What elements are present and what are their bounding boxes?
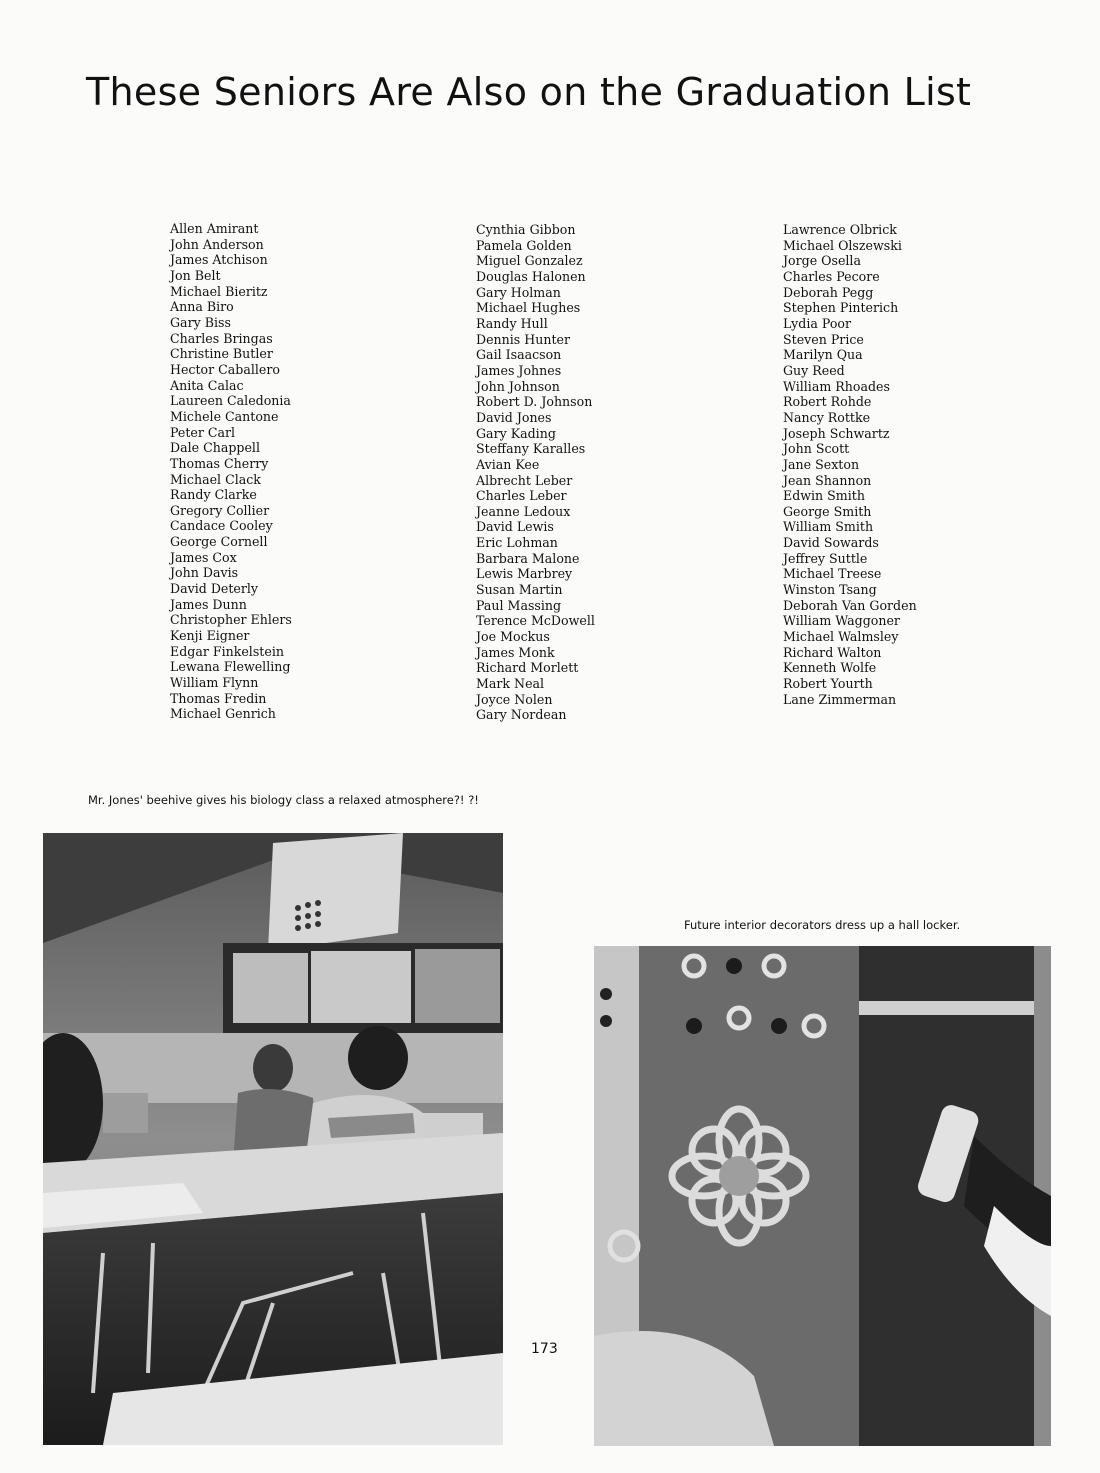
senior-name: William Waggoner [783, 613, 900, 629]
senior-name: Michael Treese [783, 566, 882, 582]
senior-name: Gary Biss [170, 314, 231, 330]
senior-name: James Cox [170, 549, 237, 565]
senior-name: Jorge Osella [783, 253, 861, 269]
senior-name: Gary Holman [476, 284, 561, 300]
senior-name: Terence McDowell [476, 613, 595, 629]
senior-name: Christopher Ehlers [170, 612, 292, 628]
senior-name: Thomas Cherry [170, 455, 269, 471]
senior-name: Deborah Pegg [783, 284, 874, 300]
senior-name: Candace Cooley [170, 518, 273, 534]
senior-name: David Deterly [170, 581, 259, 597]
senior-name: Edgar Finkelstein [170, 643, 284, 659]
senior-name: Gregory Collier [170, 502, 270, 518]
senior-name: Winston Tsang [783, 582, 877, 598]
senior-name: Michael Genrich [170, 706, 276, 722]
senior-name: George Cornell [170, 534, 268, 550]
senior-name: Michael Hughes [476, 300, 581, 316]
senior-name: Michael Bieritz [170, 283, 268, 299]
senior-name: Robert Rohde [783, 394, 872, 410]
senior-name: Nancy Rottke [783, 409, 871, 425]
locker-photo [594, 946, 1051, 1446]
senior-name: Eric Lohman [476, 535, 558, 551]
senior-name: Randy Hull [476, 315, 548, 331]
senior-name: Susan Martin [476, 582, 563, 598]
senior-name: Jane Sexton [783, 456, 860, 472]
senior-name: Stephen Pinterich [783, 300, 899, 316]
senior-name: Michael Clack [170, 471, 261, 487]
senior-name: Steven Price [783, 331, 864, 347]
page-title: These Seniors Are Also on the Graduation List [86, 70, 972, 114]
senior-name: Thomas Fredin [170, 690, 267, 706]
senior-name: Anna Biro [170, 299, 234, 315]
senior-name: Lewis Marbrey [476, 566, 573, 582]
senior-name: Laureen Caledonia [170, 393, 291, 409]
senior-name: James Atchison [170, 252, 268, 268]
senior-name: James Johnes [476, 362, 562, 378]
senior-name: Joyce Nolen [476, 691, 553, 707]
graduation-list-column-2 [476, 222, 595, 723]
senior-name: Gary Kading [476, 425, 556, 441]
senior-name: Charles Leber [476, 488, 567, 504]
senior-name: Jon Belt [170, 267, 221, 283]
senior-name: Douglas Halonen [476, 268, 586, 284]
senior-name: Peter Carl [170, 424, 236, 440]
senior-name: David Sowards [783, 535, 879, 551]
senior-name: James Dunn [170, 596, 247, 612]
senior-name: Avian Kee [476, 456, 540, 472]
senior-name: Joe Mockus [476, 629, 550, 645]
senior-name: Dennis Hunter [476, 331, 571, 347]
senior-name: Joseph Schwartz [783, 425, 890, 441]
senior-name: Lewana Flewelling [170, 659, 291, 675]
senior-name: Robert Yourth [783, 676, 873, 692]
senior-name: Paul Massing [476, 597, 562, 613]
senior-name: Barbara Malone [476, 550, 580, 566]
senior-name: Deborah Van Gorden [783, 597, 917, 613]
senior-name: Mark Neal [476, 676, 545, 692]
senior-name: Jean Shannon [783, 472, 872, 488]
senior-name: Robert D. Johnson [476, 394, 593, 410]
senior-name: Cynthia Gibbon [476, 222, 576, 237]
decorated-locker-image [594, 946, 1051, 1446]
senior-name: Christine Butler [170, 346, 273, 362]
senior-name: Lawrence Olbrick [783, 222, 897, 237]
senior-name: John Anderson [170, 236, 264, 252]
senior-name: Michael Walmsley [783, 629, 899, 645]
senior-name: James Monk [476, 644, 555, 660]
senior-name: David Lewis [476, 519, 554, 535]
senior-name: Anita Calac [170, 377, 244, 393]
senior-name: Marilyn Qua [783, 347, 863, 363]
senior-name: John Johnson [476, 378, 560, 394]
senior-name: Gary Nordean [476, 707, 567, 723]
senior-name: Miguel Gonzalez [476, 253, 583, 269]
senior-name: Jeanne Ledoux [476, 503, 571, 519]
senior-name: Kenneth Wolfe [783, 660, 877, 676]
senior-name: Richard Walton [783, 644, 882, 660]
page-number: 173 [531, 1341, 558, 1357]
senior-name: Pamela Golden [476, 237, 572, 253]
senior-name: Allen Amirant [170, 221, 259, 236]
senior-name: Gail Isaacson [476, 347, 562, 363]
biology-class-photo [43, 833, 503, 1445]
senior-name: Charles Bringas [170, 330, 273, 346]
senior-name: Richard Morlett [476, 660, 579, 676]
senior-name: Randy Clarke [170, 487, 257, 503]
senior-name: Michele Cantone [170, 408, 279, 424]
senior-name: Charles Pecore [783, 268, 880, 284]
senior-name: William Rhoades [783, 378, 890, 394]
senior-name: Lydia Poor [783, 315, 852, 331]
senior-name: Hector Caballero [170, 361, 280, 377]
senior-name: David Jones [476, 409, 552, 425]
senior-name: Lane Zimmerman [783, 691, 897, 707]
senior-name: Jeffrey Suttle [783, 550, 868, 566]
biology-class-caption: Mr. Jones' beehive gives his biology class a relaxed atmosphere?! ?! [88, 793, 479, 807]
locker-caption: Future interior decorators dress up a hall locker. [684, 918, 961, 932]
senior-name: William Smith [783, 519, 874, 535]
senior-name: John Davis [170, 565, 239, 581]
senior-name: Albrecht Leber [476, 472, 573, 488]
senior-name: Steffany Karalles [476, 441, 586, 457]
graduation-list-column-1 [170, 221, 292, 722]
senior-name: Michael Olszewski [783, 237, 902, 253]
graduation-list-column-3 [783, 222, 917, 707]
senior-name: George Smith [783, 503, 872, 519]
senior-name: Kenji Eigner [170, 628, 250, 644]
senior-name: Guy Reed [783, 362, 845, 378]
senior-name: John Scott [783, 441, 850, 457]
senior-name: Dale Chappell [170, 440, 260, 456]
senior-name: William Flynn [170, 675, 259, 691]
senior-name: Edwin Smith [783, 488, 865, 504]
classroom-image [43, 833, 503, 1445]
